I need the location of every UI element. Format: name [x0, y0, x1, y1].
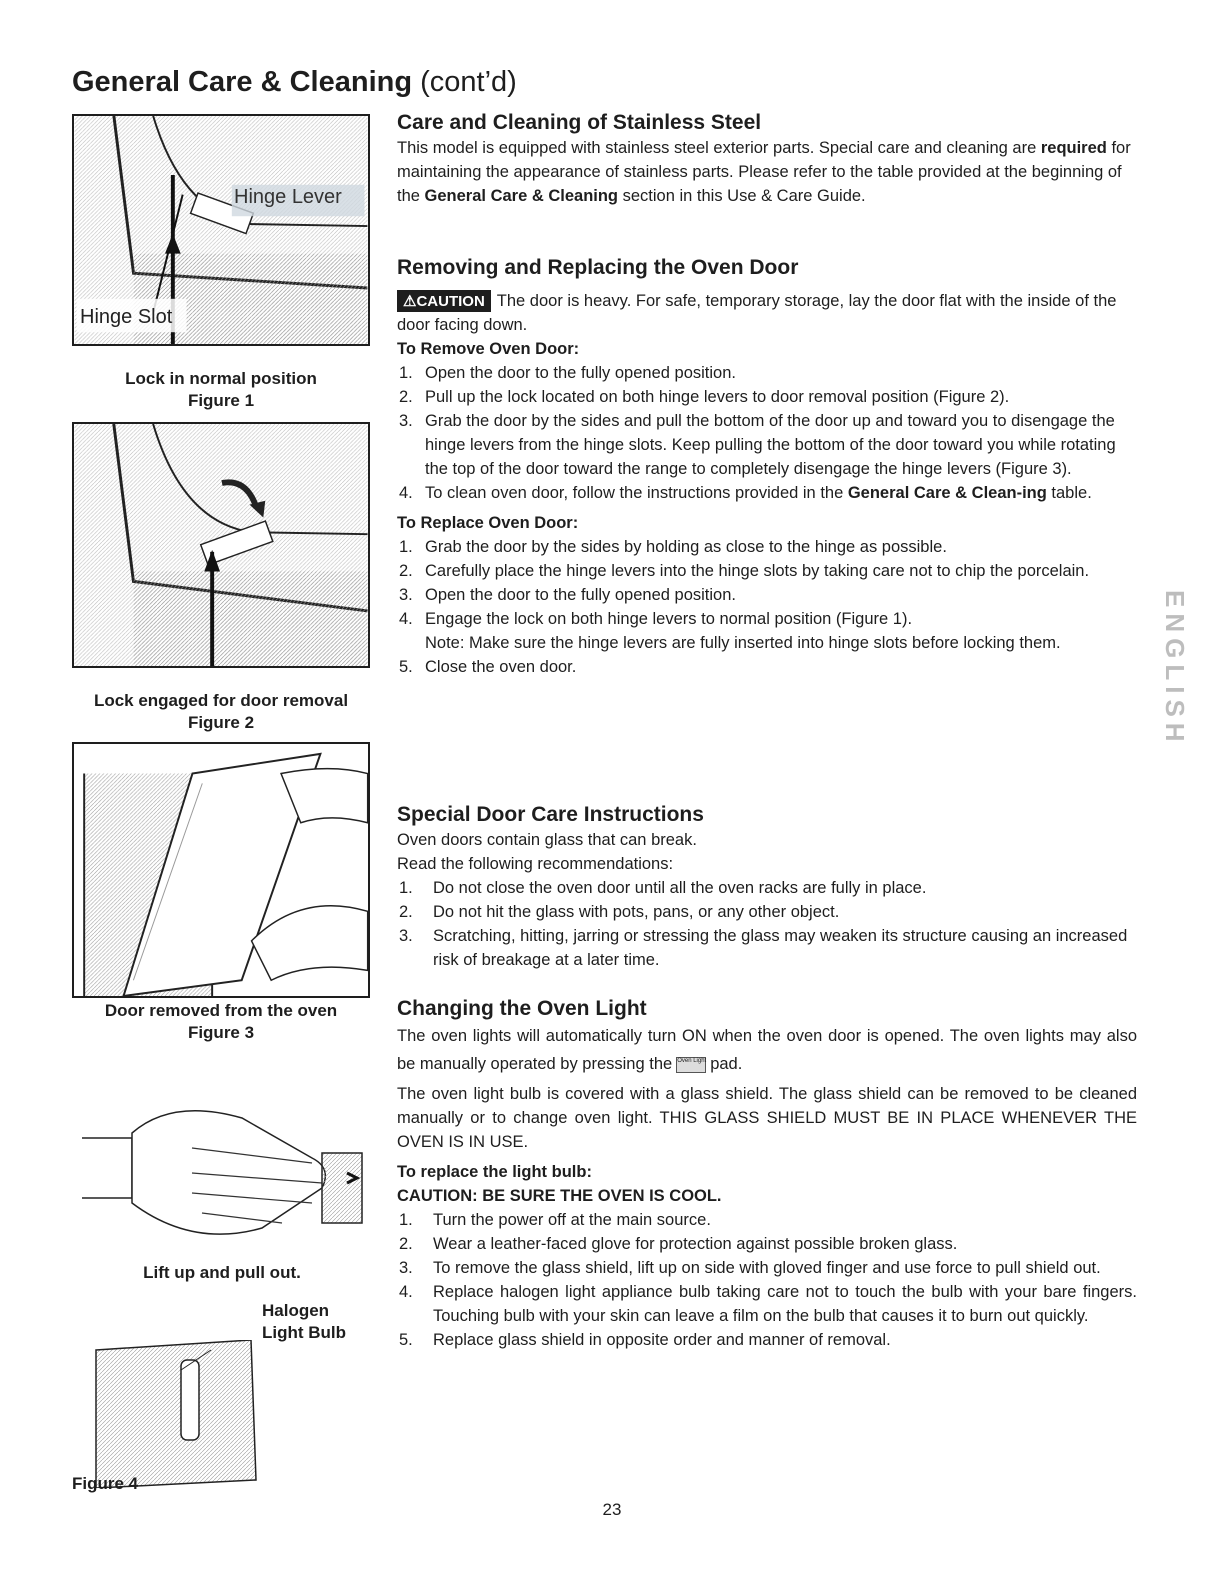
oven-light-heading: Changing the Oven Light	[397, 997, 647, 1020]
list-item: 1. Turn the power off at the main source.	[399, 1211, 711, 1229]
page-number: 23	[602, 1500, 622, 1519]
figure-3-caption: Door removed from the oven Figure 3	[104, 1001, 338, 1042]
list-item: 1. Open the door to the fully opened position.	[399, 364, 736, 382]
list-item: 2. Pull up the lock located on both hinge levers to door removal position (Figure 2).	[399, 388, 1010, 406]
stainless-paragraph: This model is equipped with stainless steel exterior parts. Special care and cleaning are required for maintaining the appearance of stainless parts. Please refer to the table provided at the beginning of the General Care & Cleaning section in this Use & Care Guide.	[397, 139, 1131, 205]
list-item: 2. Do not hit the glass with pots, pans, or any other object.	[399, 903, 840, 921]
special-door-heading: Special Door Care Instructions	[397, 803, 704, 826]
list-item: 1. Grab the door by the sides by holding as close to the hinge as possible.	[399, 538, 947, 556]
replace-bulb-heading: To replace the light bulb:	[397, 1163, 592, 1181]
replace-door-steps	[397, 535, 1137, 679]
special-door-steps	[397, 876, 1137, 972]
list-item: 1. Do not close the oven door until all the oven racks are fully in place.	[399, 879, 927, 897]
figure-1-image	[72, 114, 370, 346]
figure-3-image	[72, 742, 370, 998]
figure-4-caption: Figure 4	[72, 1474, 139, 1493]
glove-illustration	[72, 1078, 372, 1258]
remove-door-heading: To Remove Oven Door:	[397, 340, 580, 358]
glove-caption: Lift up and pull out.	[143, 1263, 301, 1282]
replace-note: Note: Make sure the hinge levers are fully inserted into hinge slots before locking them.	[425, 634, 1061, 652]
cool-caution-heading: CAUTION: BE SURE THE OVEN IS COOL.	[397, 1187, 722, 1205]
oven-light-paragraph-2: The oven light bulb is covered with a glass shield. The glass shield can be removed to be cleaned manually or to change oven light. THIS GLASS SHIELD MUST BE IN PLACE WHENEVER THE OVEN IS IN USE.	[397, 1085, 1137, 1151]
halogen-bulb-label: Halogen Light Bulb	[262, 1301, 347, 1342]
list-item: 3. Grab the door by the sides and pull the bottom of the door up and toward you to disengage the hinge levers from the hinge slots. Keep pulling the bottom of the door toward you while rotating the top of the door toward the range to completely disengage the hinge levers (Figure 3).	[399, 412, 1116, 478]
list-item: 3. To remove the glass shield, lift up on side with gloved finger and use force to pull shield out.	[399, 1259, 1101, 1277]
list-item: 5. Replace glass shield in opposite order and manner of removal.	[399, 1331, 891, 1349]
list-item: 4. Engage the lock on both hinge levers to normal position (Figure 1). Note: Make sure the hinge levers are fully inserted into hinge slots before locking them.	[399, 610, 1061, 652]
stainless-section	[397, 110, 1137, 208]
list-item: 5. Close the oven door.	[399, 658, 577, 676]
page-title: General Care & Cleaning (cont’d)	[72, 66, 517, 98]
oven-light-paragraph-1: The oven lights will automatically turn ON when the oven door is opened. The oven lights may also be manually operated by pressing the Oven Light pad.	[397, 1027, 1137, 1073]
oven-door-heading: Removing and Replacing the Oven Door	[397, 256, 799, 279]
list-item: 3. Open the door to the fully opened position.	[399, 586, 736, 604]
caution-paragraph: ⚠CAUTION The door is heavy. For safe, temporary storage, lay the door flat with the inside of the door facing down.	[397, 292, 1117, 334]
caution-badge: ⚠CAUTION	[397, 290, 491, 312]
special-line-2: Read the following recommendations:	[397, 855, 674, 873]
special-door-section	[397, 802, 1137, 972]
list-item: 3. Scratching, hitting, jarring or stressing the glass may weaken its structure causing an increased risk of breakage at a later time.	[399, 927, 1128, 969]
list-item: 2. Wear a leather-faced glove for protection against possible broken glass.	[399, 1235, 958, 1253]
oven-light-section	[397, 996, 1137, 1352]
list-item: 4. Replace halogen light appliance bulb taking care not to touch the bulb with your bare fingers. Touching bulb with your skin can leave a film on the bulb that causes it to burn out quickly.	[399, 1283, 1137, 1325]
replace-bulb-steps	[397, 1208, 1137, 1352]
oven-door-section	[397, 255, 1137, 679]
hinge-slot-label: Hinge Slot	[80, 306, 173, 328]
replace-door-heading: To Replace Oven Door:	[397, 514, 579, 532]
figure-4-image	[86, 1340, 261, 1488]
special-line-1: Oven doors contain glass that can break.	[397, 831, 697, 849]
remove-door-steps	[397, 361, 1137, 505]
figure-1-caption: Lock in normal position Figure 1	[125, 369, 317, 410]
list-item: 4. To clean oven door, follow the instructions provided in the General Care & Clean-ing table.	[399, 484, 1092, 502]
list-item: 2. Carefully place the hinge levers into the hinge slots by taking care not to chip the porcelain.	[399, 562, 1090, 580]
figure-2-image	[72, 422, 370, 668]
figure-2-caption: Lock engaged for door removal Figure 2	[93, 691, 349, 732]
hinge-lever-label: Hinge Lever	[234, 186, 342, 208]
stainless-heading: Care and Cleaning of Stainless Steel	[397, 111, 762, 134]
language-side-tab: ENGLISH	[1160, 590, 1190, 748]
oven-light-pad-icon: Oven Light	[676, 1057, 706, 1073]
